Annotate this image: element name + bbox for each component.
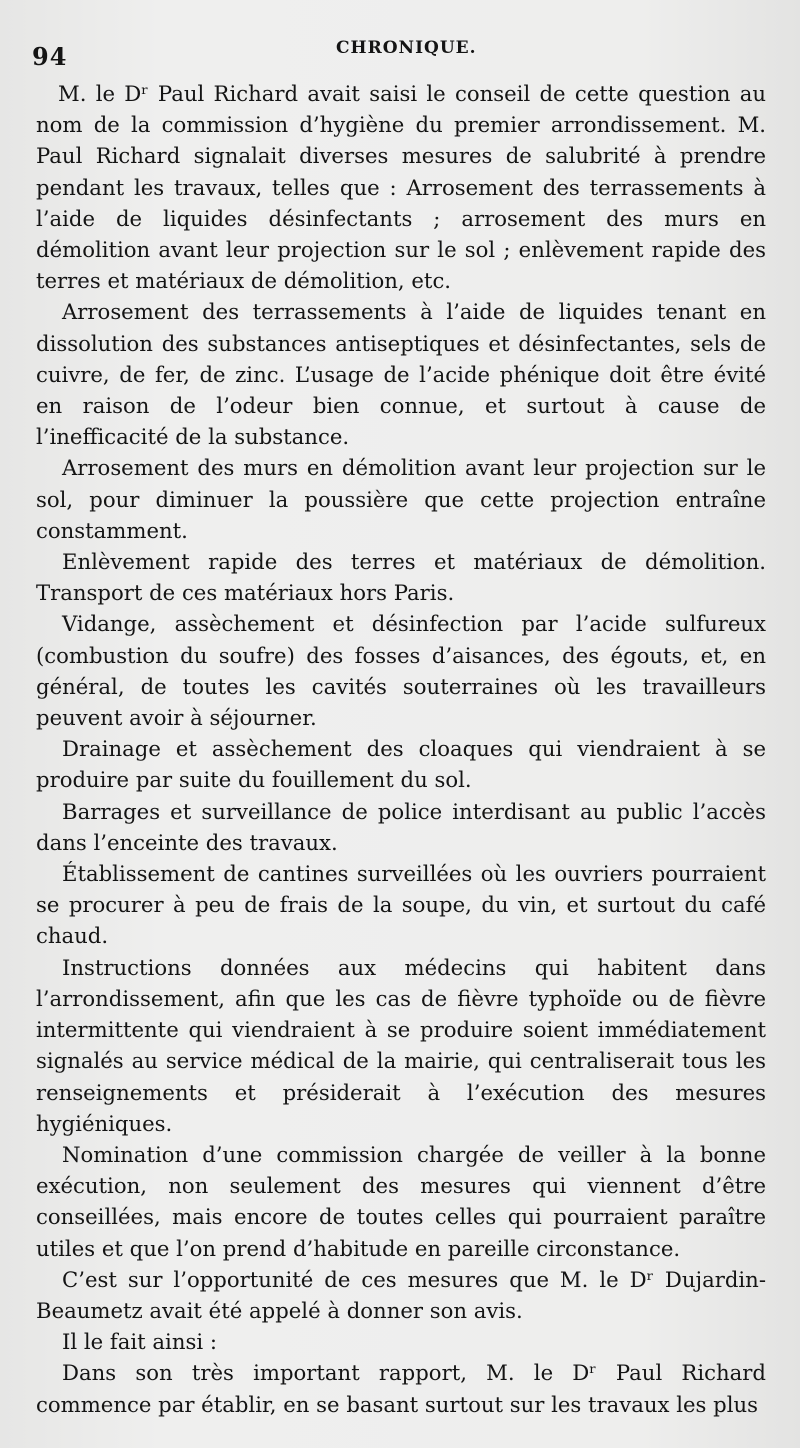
running-title: CHRONIQUE. xyxy=(336,38,477,58)
paragraph: Nomination d’une commission chargée de veiller à la bonne exécution, non seulement des mesures qui viennent d’être conseillées, mais encore de toutes celles qui pourraient paraître utiles et que l’on prend d’habitude en pareille circonstance. xyxy=(36,1141,766,1261)
paragraph: Il le fait ainsi : xyxy=(62,1329,218,1355)
paragraph: Établissement de cantines surveillées où les ouvriers pourraient se procurer à peu de frais de la soupe, du vin, et surtout du café chaud. xyxy=(36,861,766,949)
page-header xyxy=(32,38,766,78)
paragraph: Vidange, assèchement et désinfection par l’acide sulfureux (combustion du soufre) des fosses d’aisances, des égouts, et, en général, de toutes les cavités souterraines où les travailleurs peuvent avoir à séjourner. xyxy=(36,611,766,731)
paragraph: C’est sur l’opportunité de ces mesures que M. le Dʳ Dujardin-Beaumetz avait été appelé à donner son avis. xyxy=(36,1266,766,1323)
paragraph: Barrages et surveillance de police interdisant au public l’accès dans l’enceinte des travaux. xyxy=(36,798,766,855)
paragraph: Drainage et assèchement des cloaques qui viendraient à se produire par suite du fouillement du sol. xyxy=(36,736,766,793)
paragraph: Arrosement des terrassements à l’aide de liquides tenant en dissolution des substances antiseptiques et désinfectantes, sels de cuivre, de fer, de zinc. L’usage de l’acide phénique doit être évité en raison de l’odeur bien connue, et surtout à cause de l’inefficacité de la substance. xyxy=(36,299,766,450)
paragraph: Enlèvement rapide des terres et matériaux de démolition. Transport de ces matériaux hors Paris. xyxy=(36,549,766,606)
body-text xyxy=(36,78,766,1420)
paragraph: Arrosement des murs en démolition avant leur projection sur le sol, pour diminuer la poussière que cette projection entraîne constamment. xyxy=(36,455,766,543)
page-number: 94 xyxy=(32,42,68,71)
paragraph: Dans son très important rapport, M. le Dʳ Paul Richard commence par établir, en se basant surtout sur les travaux les plus xyxy=(36,1360,766,1417)
paragraph: M. le Dʳ Paul Richard avait saisi le conseil de cette question au nom de la commission d’hygiène du premier arrondissement. M. Paul Richard signalait diverses mesures de salubrité à prendre pendant les travaux, telles que : Arrosement des terrassements à l’aide de liquides désinfectants ; arrosement des murs en démolition avant leur projection sur le sol ; enlèvement rapide des terres et matériaux de démolition, etc. xyxy=(36,81,766,294)
paragraph: Instructions données aux médecins qui habitent dans l’arrondissement, afin que les cas de fièvre typhoïde ou de fièvre intermittente qui viendraient à se produire soient immédiatement signalés au service médical de la mairie, qui centraliserait tous les renseignements et présiderait à l’exécution des mesures hygiéniques. xyxy=(36,954,766,1136)
